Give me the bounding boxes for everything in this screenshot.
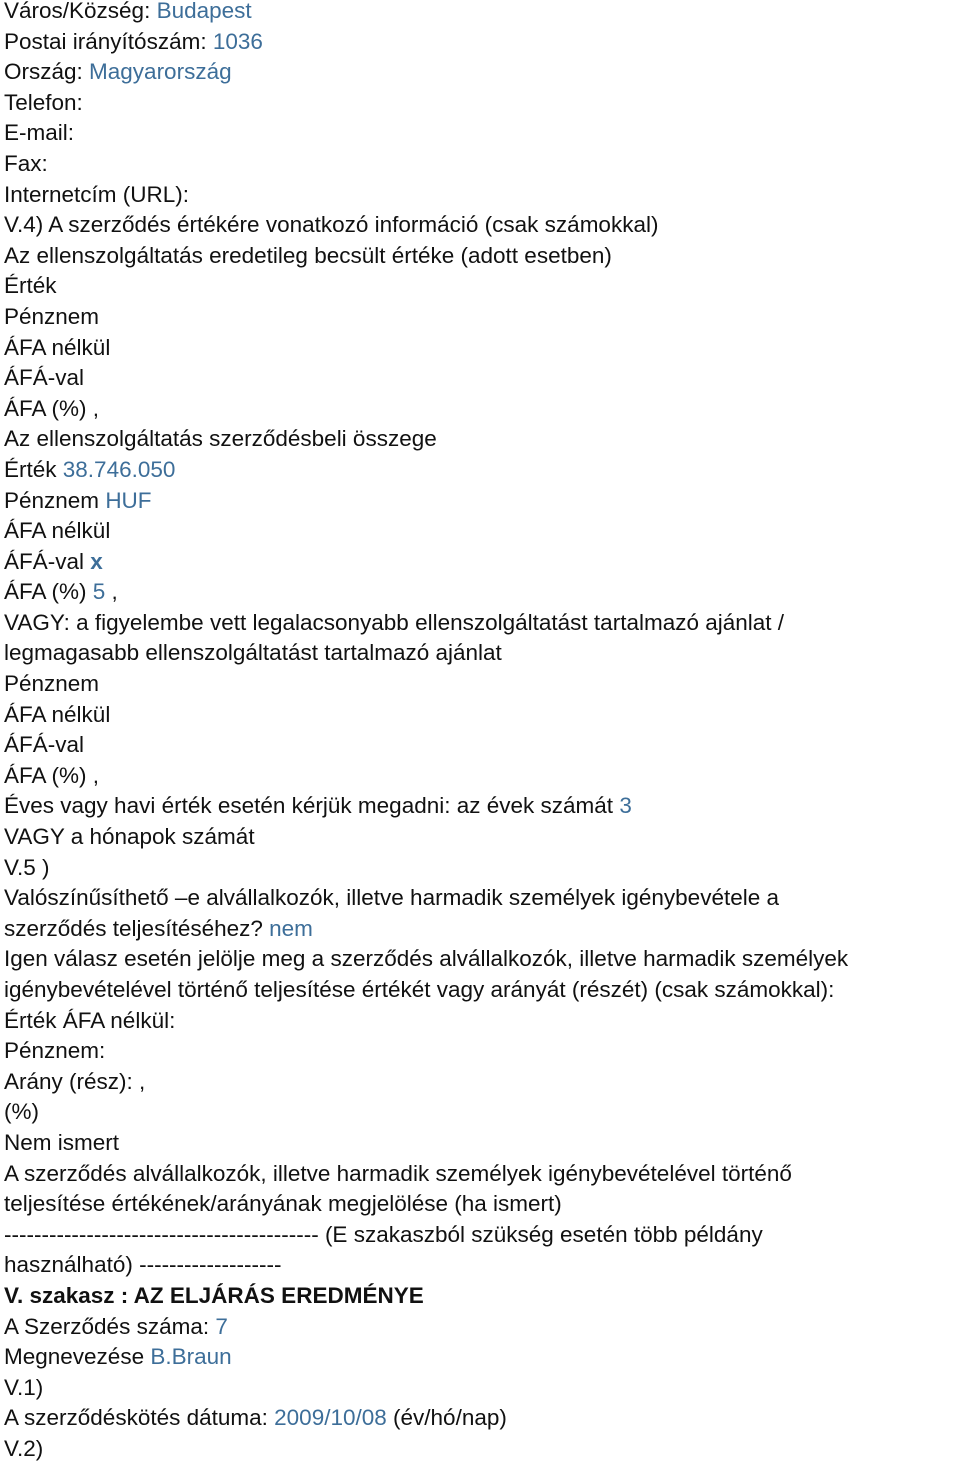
field-label: A szerződéskötés dátuma: (4, 1405, 275, 1431)
field-label: E-mail: (4, 120, 75, 146)
document-line (4, 1403, 960, 1434)
field-label: Pénznem (4, 671, 100, 697)
field-value: nem (269, 915, 313, 941)
field-label: ÁFA (%) (4, 579, 93, 605)
field-value: 7 (215, 1313, 228, 1339)
field-label: Érték (4, 273, 57, 299)
field-label: Érték ÁFA nélkül: (4, 1007, 176, 1033)
field-label: Pénznem (4, 487, 106, 513)
document-line (4, 669, 960, 700)
field-label: Az ellenszolgáltatás szerződésbeli összege (4, 426, 437, 452)
field-label: ÁFA (%) , (4, 762, 100, 788)
field-suffix: (év/hó/nap) (386, 1405, 507, 1431)
field-label: ÁFA nélkül (4, 334, 111, 360)
field-value: 5 (92, 579, 106, 605)
document-line (4, 424, 960, 455)
document-line (4, 638, 960, 669)
document-body (4, 0, 960, 1465)
document-line (4, 1342, 960, 1373)
document-line (4, 1250, 960, 1281)
document-line (4, 118, 960, 149)
field-value: 38.746.050 (62, 456, 176, 482)
document-line (4, 853, 960, 884)
field-label: A szerződés alvállalkozók, illetve harmadik személyek igénybevételével történő (4, 1160, 792, 1186)
document-line (4, 455, 960, 486)
document-line (4, 730, 960, 761)
document-line (4, 302, 960, 333)
field-value: Magyarország (89, 59, 232, 85)
field-label: ÁFA (%) , (4, 395, 100, 421)
field-label: ÁFÁ-val (4, 732, 85, 758)
document-line (4, 486, 960, 517)
document-line (4, 1189, 960, 1220)
field-label: Postai irányítószám: (4, 28, 213, 54)
field-label: V.2) (4, 1435, 44, 1461)
document-line (4, 516, 960, 547)
field-value: 1036 (212, 28, 263, 54)
document-line (4, 975, 960, 1006)
field-label: Az ellenszolgáltatás eredetileg becsült értéke (adott esetben) (4, 242, 612, 268)
document-line (4, 149, 960, 180)
field-label: Város/Község: (4, 0, 157, 23)
document-line (4, 608, 960, 639)
document-line (4, 57, 960, 88)
field-value: 3 (619, 793, 632, 819)
field-label: V. szakasz : AZ ELJÁRÁS EREDMÉNYE (4, 1282, 424, 1308)
field-label: Fax: (4, 150, 48, 176)
field-label: Ország: (4, 59, 90, 85)
document-line (4, 333, 960, 364)
field-label: VAGY: a figyelembe vett legalacsonyabb ellenszolgáltatást tartalmazó ajánlat / (4, 609, 785, 635)
document-line (4, 363, 960, 394)
field-label: Valószínűsíthető –e alvállalkozók, illetve harmadik személyek igénybevétele a (4, 885, 779, 911)
field-label: V.5 ) (4, 854, 50, 880)
field-label: ÁFA nélkül (4, 518, 111, 544)
field-label: Megnevezése (4, 1344, 151, 1370)
field-label: legmagasabb ellenszolgáltatást tartalmazó ajánlat (4, 640, 502, 666)
document-line (4, 1434, 960, 1465)
field-value: Budapest (156, 0, 252, 23)
document-line (4, 547, 960, 578)
field-label: Pénznem (4, 303, 100, 329)
field-label: Nem ismert (4, 1129, 120, 1155)
field-label: ÁFA nélkül (4, 701, 111, 727)
field-label: Érték (4, 456, 63, 482)
field-label: ÁFÁ-val (4, 365, 85, 391)
field-label: igénybevételével történő teljesítése értékét vagy arányát (részét) (csak számokkal): (4, 977, 835, 1002)
document-line (4, 791, 960, 822)
field-label: használható) ------------------- (4, 1252, 282, 1278)
field-value: B.Braun (150, 1344, 232, 1370)
field-label: Pénznem: (4, 1038, 106, 1064)
document-line (4, 241, 960, 272)
document-line (4, 1159, 960, 1190)
field-value: 2009/10/08 (274, 1405, 387, 1431)
document-line (4, 27, 960, 58)
document-line (4, 88, 960, 119)
document-line (4, 1128, 960, 1159)
field-label: V.1) (4, 1374, 44, 1400)
document-line (4, 1281, 960, 1312)
document-line (4, 1006, 960, 1037)
field-label: Éves vagy havi érték esetén kérjük megadni: az évek számát (4, 793, 620, 819)
field-label: Arány (rész): , (4, 1068, 146, 1094)
document-line (4, 1220, 960, 1251)
document-line (4, 1097, 960, 1128)
field-value: x (90, 548, 103, 574)
field-label: szerződés teljesítéséhez? (4, 915, 270, 941)
field-label: teljesítése értékének/arányának megjelölése (ha ismert) (4, 1191, 562, 1217)
document-line (4, 761, 960, 792)
field-label: A Szerződés száma: (4, 1313, 216, 1339)
document-line (4, 1036, 960, 1067)
document-line (4, 822, 960, 853)
field-label: Igen válasz esetén jelölje meg a szerződés alvállalkozók, illetve harmadik személyek (4, 946, 849, 972)
document-line (4, 1067, 960, 1098)
field-label: Internetcím (URL): (4, 181, 190, 207)
field-label: Telefon: (4, 89, 83, 115)
field-label: V.4) A szerződés értékére vonatkozó információ (csak számokkal) (4, 212, 659, 238)
document-line (4, 394, 960, 425)
document-line (4, 914, 960, 945)
field-label: ------------------------------------------ (E szakaszból szükség esetén több példány (4, 1221, 763, 1247)
document-line (4, 1312, 960, 1343)
document-line (4, 0, 960, 27)
document-line (4, 271, 960, 302)
field-value: HUF (105, 487, 152, 513)
document-line (4, 577, 960, 608)
document-line (4, 210, 960, 241)
field-label: ÁFÁ-val (4, 548, 91, 574)
field-label: VAGY a hónapok számát (4, 824, 255, 850)
document-line (4, 180, 960, 211)
document-line (4, 700, 960, 731)
document-line (4, 944, 960, 975)
document-line (4, 883, 960, 914)
field-suffix: , (105, 579, 118, 605)
document-line (4, 1373, 960, 1404)
field-label: (%) (4, 1099, 39, 1125)
